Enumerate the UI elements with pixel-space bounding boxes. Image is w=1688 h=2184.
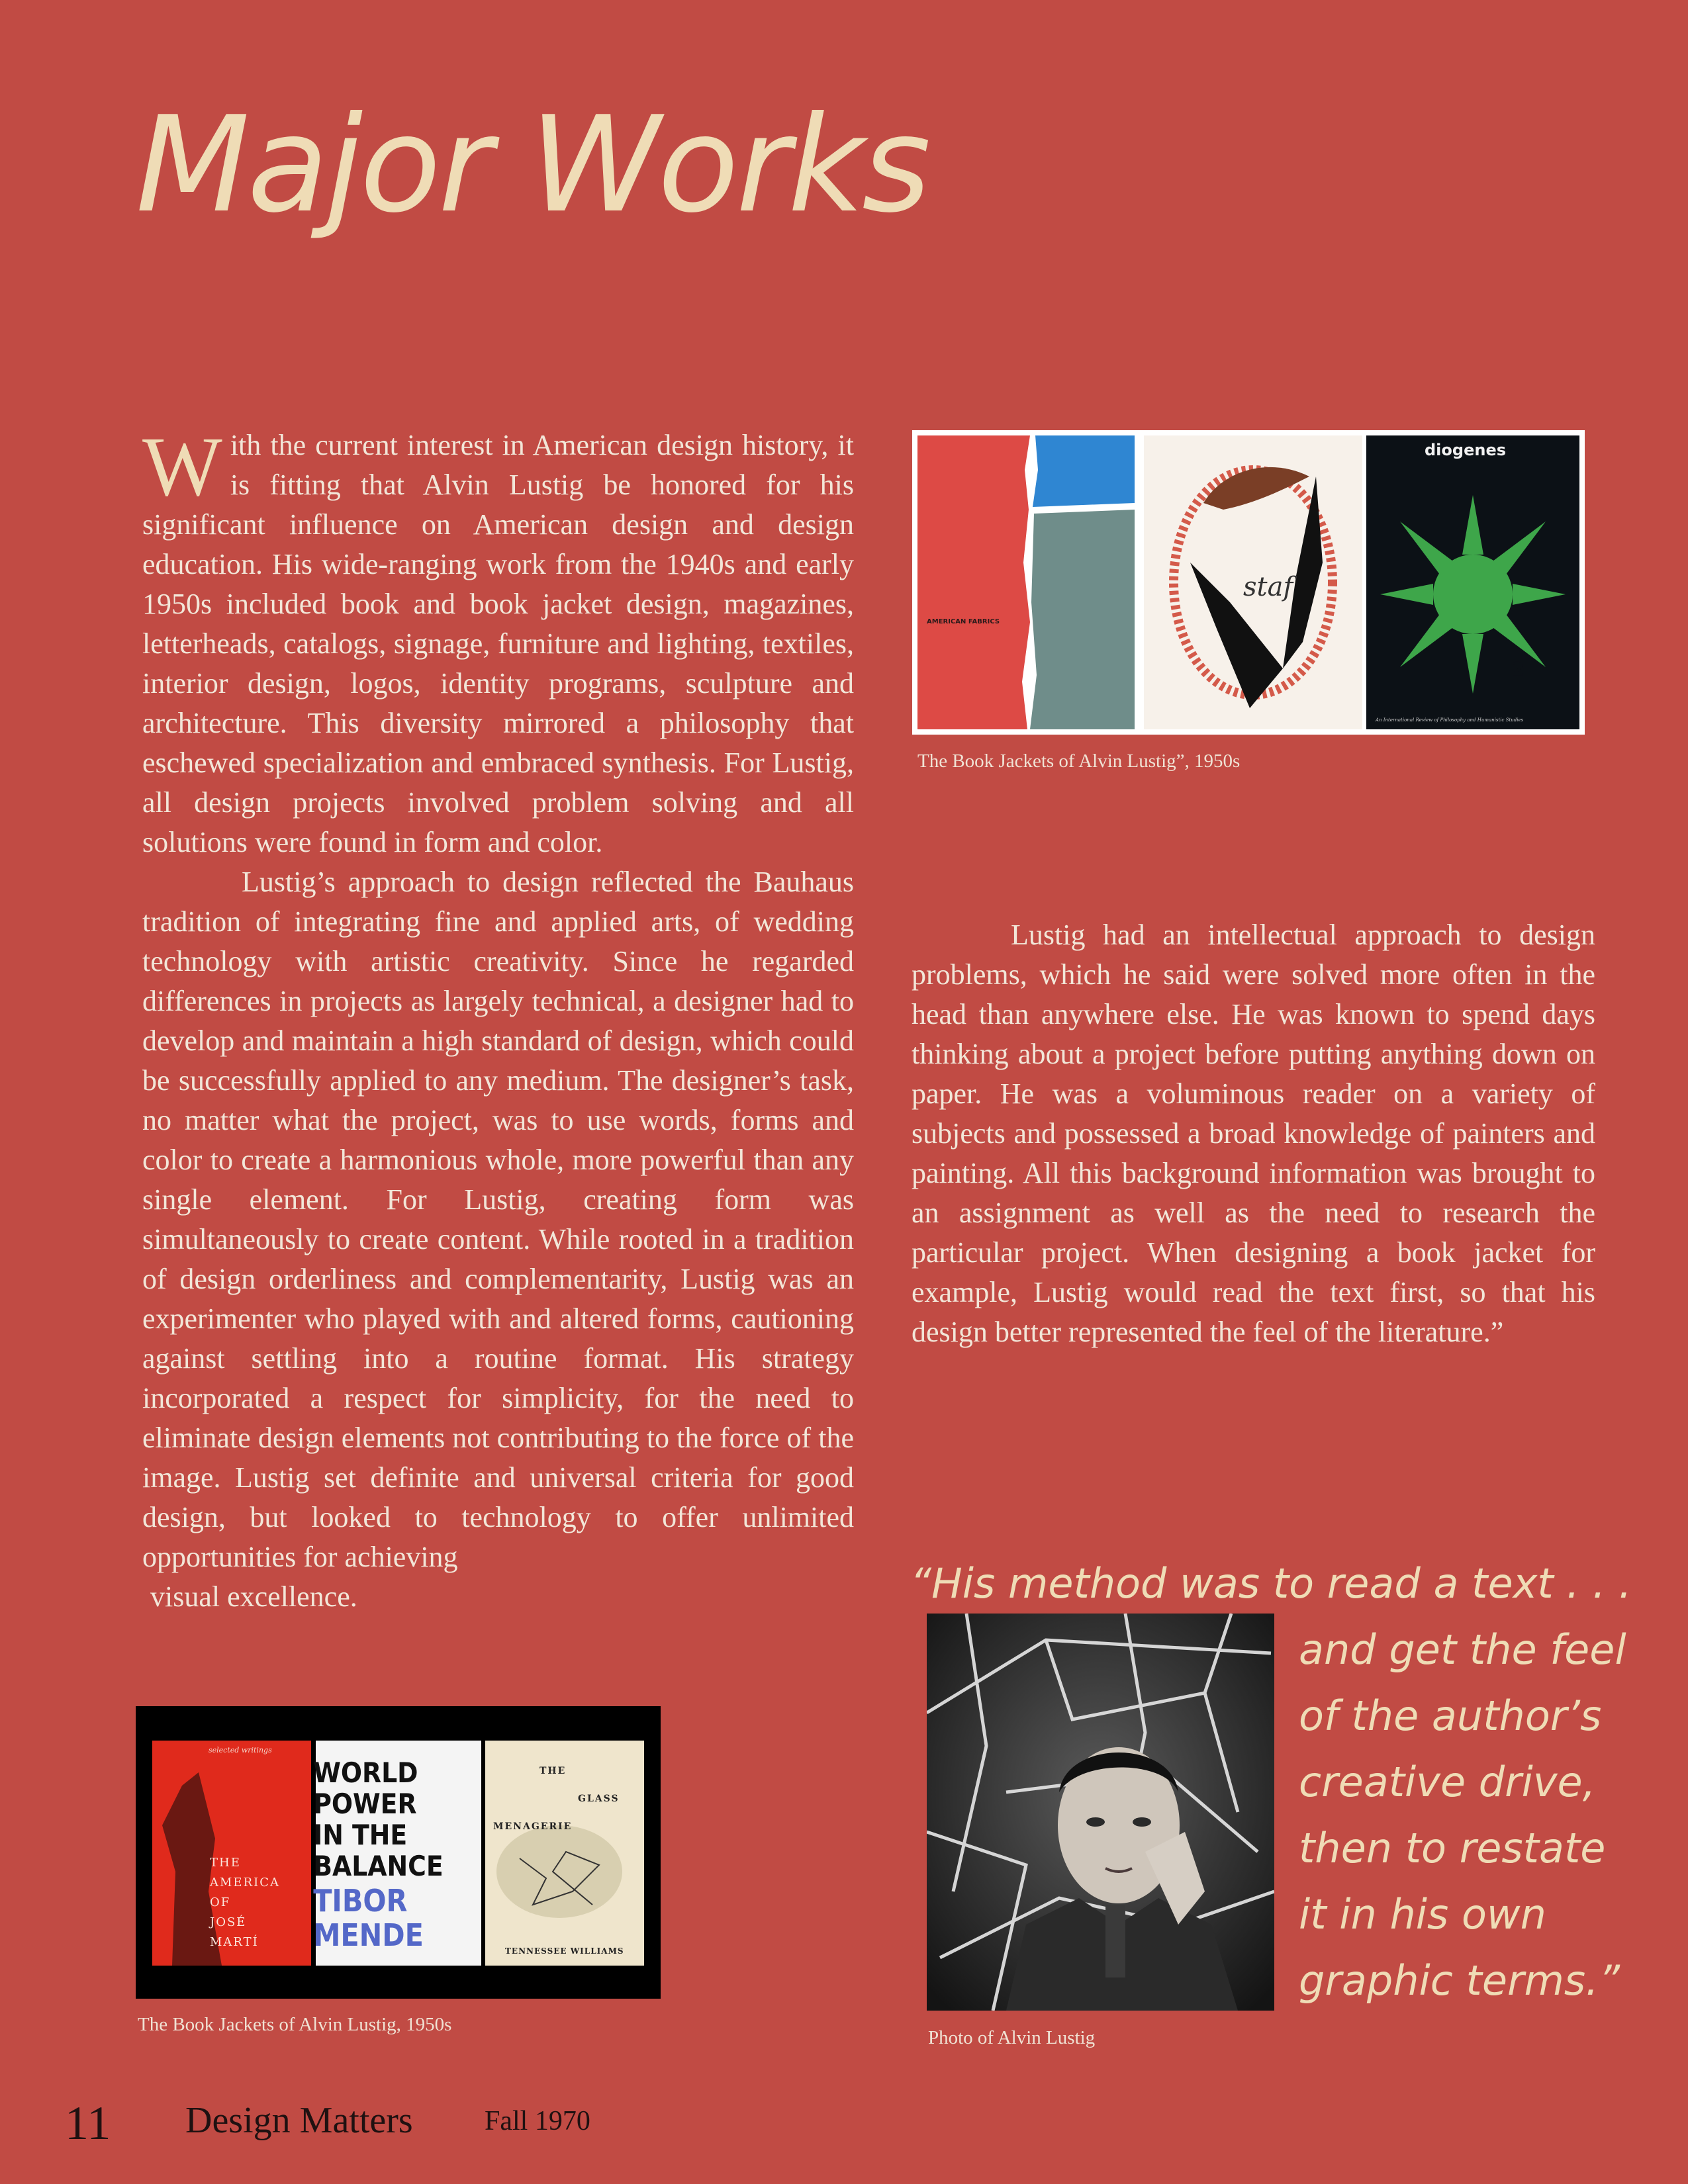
cover-american-fabrics	[917, 435, 1140, 729]
cover-jose-marti-line: THE	[210, 1856, 241, 1870]
photo-caption: Photo of Alvin Lustig	[928, 2027, 1096, 2048]
paragraph-3: Lustig had an intellectual approach to design problems, which he said were solved more often in the head than anywhere else. He was known to spend days thinking about a project before putting anything down on paper. He was a voluminous reader on a variety of subjects and possessed a broad knowledge of painters and painting. All this background information was brought to an assignment as well as the need to research the particular project. When designing a book jacket for example, Lustig would read the text first, so that his design better represented the feel of the literature.”	[912, 919, 1595, 1348]
page-title: Major Works	[136, 88, 929, 242]
cover-jose-marti-line: AMERICA	[210, 1876, 281, 1889]
portrait-svg	[927, 1614, 1274, 2011]
pull-quote-line: then to restate	[1299, 1824, 1606, 1872]
cover-staf	[1144, 435, 1362, 729]
cover-jose-marti-line: JOSÉ	[210, 1915, 247, 1929]
cover-glass-menagerie-line: MENAGERIE	[493, 1821, 573, 1832]
cover-glass-menagerie-line: GLASS	[578, 1794, 620, 1804]
bottom-book-jackets-image	[136, 1706, 661, 1999]
cover-world-power	[313, 1741, 481, 1966]
publication-name: Design Matters	[185, 2100, 413, 2141]
pull-quote-line: graphic terms.”	[1299, 1956, 1620, 2005]
cover-diogenes	[1366, 435, 1579, 729]
pull-quote-line: and get the feel	[1299, 1625, 1626, 1674]
cover-world-power-line: WORLD	[313, 1757, 418, 1790]
cover-diogenes-subtitle: An International Review of Philosophy and Humanistic Studies	[1376, 717, 1524, 723]
cover-staf-title: staf	[1243, 572, 1293, 602]
cover-jose-marti-line: MARTÍ	[210, 1935, 259, 1949]
right-column-text	[912, 915, 1595, 1352]
cover-world-power-line: BALANCE	[313, 1850, 444, 1883]
left-column-text	[142, 420, 854, 1617]
bottom-book-jackets-svg	[136, 1706, 661, 1999]
paragraph-1: With the current interest in American design history, it is fitting that Alvin Lustig be honored for his significant influence on American design and design education. His wide-ranging work from the 1940s and early 1950s included book and book jacket design, magazines, letterheads, catalogs, signage, furniture and lighting, textiles, interior design, logos, identity programs, sculpture and architecture. This diversity mirrored a philosophy that eschewed specialization and embraced synthesis. For Lustig, all design projects involved problem solving and all solutions were found in form and color.	[142, 420, 854, 858]
cover-jose-marti	[152, 1741, 311, 1966]
cover-world-power-line: POWER	[313, 1788, 417, 1821]
drop-cap: W	[142, 420, 222, 514]
cover-glass-menagerie	[485, 1741, 644, 1966]
pull-quote-line: of the author’s	[1299, 1692, 1602, 1740]
issue-date: Fall 1970	[485, 2106, 590, 2136]
top-book-jackets-image	[912, 430, 1585, 735]
cover-diogenes-title: diogenes	[1425, 441, 1506, 459]
paragraph-2: Lustig’s approach to design reflected the Bauhaus tradition of integrating fine and applied arts, of wedding technology with artistic creativity. Since he regarded differences in projects as largely technical, a designer had to develop and maintain a high standard of design, which could be successfully applied to any medium. The designer’s task, no matter what the project, was to use words, forms and color to create a harmonious whole, more powerful than any single element. For Lustig, creating form was simultaneously to create content. While rooted in a tradition of design orderliness and complementarity, Lustig was an experimenter who played with and altered forms, cautioning against settling into a routine format. His strategy incorporated a respect for simplicity, for the need to eliminate design elements not contributing to the force of the image. Lustig set definite and universal criteria for good design, but looked to technology to offer unlimited opportunities for achieving	[142, 866, 854, 1573]
cover-american-fabrics-title: AMERICAN FABRICS	[927, 618, 1000, 625]
cover-diogenes-number: 2	[1511, 658, 1524, 680]
cover-jose-marti-top: selected writings	[209, 1746, 272, 1754]
cover-glass-menagerie-line: THE	[539, 1766, 567, 1776]
top-image-caption: The Book Jackets of Alvin Lustig”, 1950s	[917, 751, 1241, 772]
cover-glass-menagerie-author: TENNESSEE WILLIAMS	[505, 1946, 624, 1956]
bottom-image-caption: The Book Jackets of Alvin Lustig, 1950s	[138, 2014, 452, 2035]
portrait-photo	[927, 1614, 1274, 2011]
page-number: 11	[65, 2097, 111, 2150]
cover-world-power-line: IN THE	[313, 1819, 408, 1852]
pull-quote-line: creative drive,	[1299, 1758, 1596, 1806]
top-book-jackets-svg	[912, 430, 1585, 735]
paragraph-2-end: visual excellence.	[150, 1580, 357, 1613]
pull-quote-line: “His method was to read a text . . .	[910, 1559, 1632, 1608]
cover-world-power-author: MENDE	[313, 1917, 424, 1954]
cover-world-power-author: TIBOR	[313, 1883, 408, 1919]
pull-quote-line: it in his own	[1299, 1890, 1546, 1938]
cover-jose-marti-line: OF	[210, 1895, 231, 1909]
